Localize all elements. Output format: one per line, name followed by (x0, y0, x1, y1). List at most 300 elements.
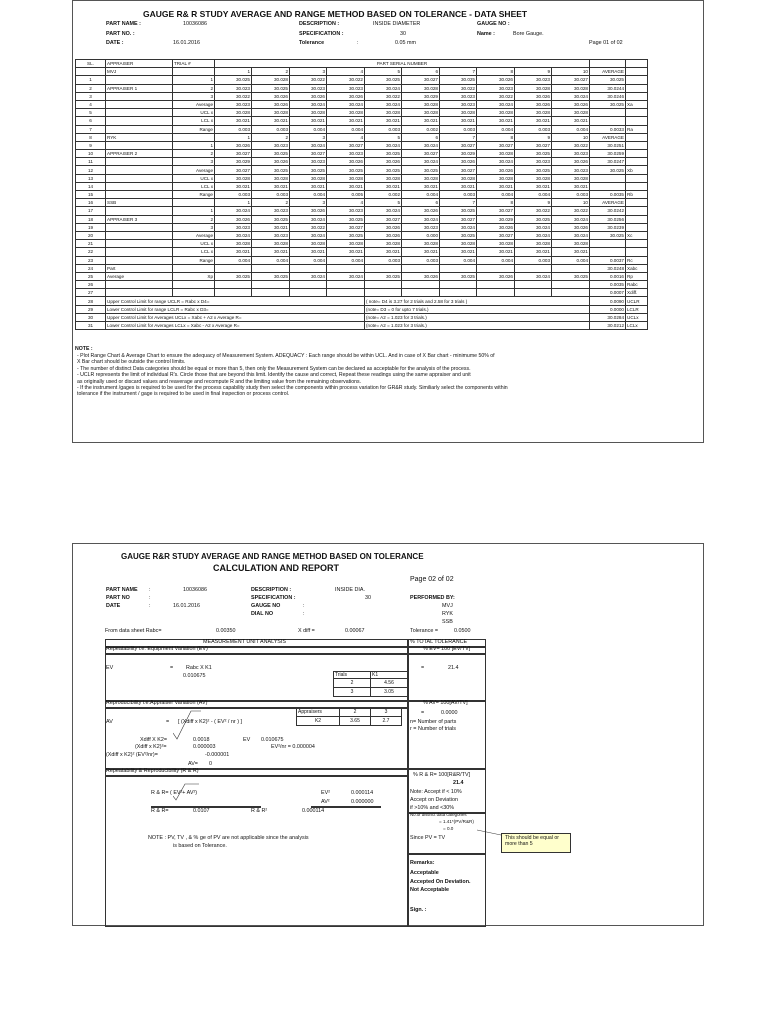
ev-eq: = (170, 665, 174, 671)
cell-p8: 30.023 (477, 84, 515, 92)
cell-p5: 5 (365, 133, 402, 141)
cell-p5: 30.027 (365, 215, 402, 223)
note-line: - Plot Range Chart & Average Chart to ensure the adequacy of Measurement System. ADEQUACY : Each range should be within UCL. And in case of X Bar chart - minimume 50% of (77, 353, 495, 359)
part-name-value: 10036086 (183, 21, 207, 27)
cell-average: 0.0037 (590, 256, 626, 264)
cell-p8: 30.021 (477, 182, 515, 190)
cell-p10: 30.027 (552, 76, 590, 84)
table-row (76, 256, 648, 264)
cell-p7: 30.025 (440, 207, 477, 215)
cell-p4: 30.025 (327, 215, 365, 223)
table-row (76, 166, 648, 174)
description-value: INSIDE DIAMETER (373, 21, 421, 27)
cell-p8: 30.026 (477, 272, 515, 280)
tolerance-value: 0.05 mm (395, 40, 416, 46)
cell-p4: 0.004 (327, 256, 365, 264)
remark-not-acceptable: Not Acceptable (410, 887, 450, 893)
cell-p4: 30.028 (327, 109, 365, 117)
cell-sl: 17 (76, 207, 106, 215)
k1-table (333, 671, 408, 697)
cell-p9: 30.024 (515, 272, 552, 280)
cell-p1: 0.003 (215, 191, 252, 199)
cell-p1: 30.026 (215, 215, 252, 223)
cell-p4: 30.023 (327, 207, 365, 215)
cell-appraiser (106, 125, 173, 133)
cell-trial: 2 (173, 150, 215, 158)
cell-sl: 27 (76, 289, 106, 297)
performer-1: MVJ (442, 603, 453, 609)
cell-p10: 0.004 (552, 125, 590, 133)
cell-p4: 30.022 (327, 76, 365, 84)
cell-average: 30.025 (590, 166, 626, 174)
cell-p10: 30.026 (552, 223, 590, 231)
xdiff-k2-label: Xdiff X K2= (140, 737, 168, 743)
limit-value: 30.0284 (590, 313, 626, 321)
cell-p4: 30.028 (327, 174, 365, 182)
cell-trial: UCL x (173, 174, 215, 182)
cell-code (626, 207, 648, 215)
cell-p5: 30.025 (365, 150, 402, 158)
pv-note-2: is based on Tolerance. (173, 843, 227, 849)
cell-p8: 30.026 (477, 166, 515, 174)
cell-appraiser (106, 289, 173, 297)
cell-code (626, 215, 648, 223)
table-row (76, 100, 648, 108)
cell-sl: 18 (76, 215, 106, 223)
description-label: DESCRIPTION : (299, 21, 340, 27)
cell-p5: 30.028 (365, 109, 402, 117)
cell-code (626, 199, 648, 207)
cell-p10 (552, 281, 590, 289)
cell-p2: 0.003 (252, 125, 290, 133)
cell-code (626, 84, 648, 92)
performer-2: RYK (442, 611, 453, 617)
cell-p2 (252, 289, 290, 297)
cell-p3: 30.024 (290, 215, 327, 223)
cell-p10: 30.021 (552, 117, 590, 125)
col-head-trial: TRIAL # (173, 60, 215, 68)
cell-p7: 30.022 (440, 84, 477, 92)
cell-p6: 30.023 (402, 223, 440, 231)
ev2-value: 0.000114 (351, 790, 374, 796)
cell-p1 (215, 289, 252, 297)
cell-appraiser: APPRAISER 1 (106, 84, 173, 92)
cell-p5: 30.026 (365, 158, 402, 166)
cell-appraiser (106, 281, 173, 289)
cell-trial: 2 (173, 215, 215, 223)
cell-sl: 16 (76, 199, 106, 207)
cell-code (626, 240, 648, 248)
cell-average: 30.0242 (590, 207, 626, 215)
cell-p8 (477, 281, 515, 289)
sign-label: Sign. : (410, 907, 427, 913)
cell-p6: 30.028 (402, 84, 440, 92)
cell-p3: 3 (290, 133, 327, 141)
colon: : (303, 611, 305, 617)
cell-appraiser: SSB (106, 199, 173, 207)
cell-p1: 30.021 (215, 117, 252, 125)
cell-trial: 3 (173, 158, 215, 166)
rr-formula: R & R= ( EV²+ AV²) (151, 790, 198, 796)
cell-p1: 30.028 (215, 109, 252, 117)
cell-code: Rp (626, 272, 648, 280)
limit-code: LCLx (626, 322, 648, 330)
cell-p2: 2 (252, 68, 290, 76)
table-row (76, 182, 648, 190)
limit-row (76, 322, 648, 330)
cell-p3: 0.004 (290, 125, 327, 133)
cell-p2: 30.025 (252, 84, 290, 92)
ndc-label: No.of distinct data categories (410, 812, 467, 817)
cell-p6: 30.024 (402, 141, 440, 149)
cell-code (626, 150, 648, 158)
table-row (76, 264, 648, 272)
limit-code: UCLR (626, 297, 648, 305)
ndc-callout: This should be equal or more than 5 (501, 833, 571, 853)
cell-average: 30.0248 (590, 264, 626, 272)
cell-p2: 30.026 (252, 100, 290, 108)
cell-p10: 30.021 (552, 182, 590, 190)
cell-appraiser: RYK (106, 133, 173, 141)
cell-code (626, 133, 648, 141)
tolerance-value-2: 0.0500 (454, 628, 471, 634)
radical-sign-icon (173, 782, 199, 806)
cell-p3: 30.021 (290, 248, 327, 256)
cell-code (626, 248, 648, 256)
since-pv-tv: Since PV = TV (410, 835, 446, 841)
cell-p10: 30.024 (552, 215, 590, 223)
cell-p9: 30.024 (515, 223, 552, 231)
report-subtitle: CALCULATION AND REPORT (213, 563, 339, 573)
ev-pct-formula: % EV= 100 [EV/TV] (423, 646, 471, 652)
cell-p3: 0.004 (290, 256, 327, 264)
cell-p9: 30.021 (515, 182, 552, 190)
cell-average: 0.0007 (590, 289, 626, 297)
cell-average: 30.025 (590, 76, 626, 84)
cell-sl: 31 (76, 322, 106, 330)
cell-p3: 30.026 (290, 92, 327, 100)
specification-value-2: 30 (365, 595, 371, 601)
col-head-part-serial: PART SERIAL NUMBER (215, 60, 590, 68)
cell-average: 30.025 (590, 100, 626, 108)
cell-appraiser (106, 182, 173, 190)
divider (408, 853, 486, 855)
colon: : (149, 595, 151, 601)
cell-average: 30.0256 (590, 215, 626, 223)
trials-2: 2 (334, 679, 371, 688)
cell-p7: 30.027 (440, 166, 477, 174)
cell-p7: 30.025 (440, 272, 477, 280)
cell-p9: 30.028 (515, 174, 552, 182)
cell-code: Xdiff. (626, 289, 648, 297)
accept-note-3: if >10% and <30% (410, 805, 455, 811)
cell-p6: 0.000 (402, 231, 440, 239)
cell-p6: 30.029 (402, 92, 440, 100)
cell-code: Rc (626, 256, 648, 264)
cell-p7: 30.021 (440, 182, 477, 190)
cell-p10: 10 (552, 133, 590, 141)
limit-note: (note= A2 = 1.023 for 3 trials.) (365, 322, 590, 330)
k2-value-2: 3.65 (340, 717, 371, 726)
data-sheet-table (75, 59, 648, 330)
cell-p1 (215, 264, 252, 272)
dial-no-label: DIAL NO (251, 611, 274, 617)
cell-p3 (290, 281, 327, 289)
cell-p2: 30.025 (252, 166, 290, 174)
cell-p9: 30.025 (515, 150, 552, 158)
cell-p10: 30.028 (552, 240, 590, 248)
cell-appraiser (106, 166, 173, 174)
cell-p9: 30.024 (515, 231, 552, 239)
cell-sl: 30 (76, 313, 106, 321)
cell-sl: 1 (76, 76, 106, 84)
cell-p8: 8 (477, 199, 515, 207)
cell-average: 0.0016 (590, 272, 626, 280)
cell-p4: 30.024 (327, 100, 365, 108)
limit-note: ( note= D4 is 3.27 for 2 trials and 2.58 for 3 trials ) (365, 297, 590, 305)
mua-heading: MEASUREMENT UNIT ANALYSIS (203, 639, 286, 645)
cell-p6: 0.002 (402, 125, 440, 133)
cell-trial (173, 133, 215, 141)
cell-trial: Range (173, 191, 215, 199)
ev-small-label: EV (243, 737, 251, 743)
cell-p3: 30.022 (290, 76, 327, 84)
cell-p3: 30.021 (290, 117, 327, 125)
cell-appraiser: APPRAISER 2 (106, 150, 173, 158)
limit-note: (note= D3 = 0 for upto 7 trials.) (365, 305, 590, 313)
cell-appraiser (106, 117, 173, 125)
note-line: - If the instrument /gages is required to be used for the process capability study then select the components within process variation for GR&R study. Similiarly select the components within (77, 385, 508, 392)
cell-p6: 30.021 (402, 117, 440, 125)
cell-trial (173, 199, 215, 207)
cell-p6: 30.026 (402, 272, 440, 280)
date-label-2: DATE (106, 603, 121, 609)
data-sheet-page (72, 0, 704, 443)
n-parts: n= Number of parts (410, 719, 457, 725)
cell-sl: 22 (76, 248, 106, 256)
cell-p7: 30.029 (440, 150, 477, 158)
cell-p9: 30.023 (515, 76, 552, 84)
cell-appraiser (106, 92, 173, 100)
cell-p6: 30.028 (402, 240, 440, 248)
xdiff-label: X diff = (298, 628, 315, 634)
limit-value: 30.0212 (590, 322, 626, 330)
cell-p10: 30.028 (552, 174, 590, 182)
cell-sl: 15 (76, 191, 106, 199)
table-row (76, 158, 648, 166)
cell-p4 (327, 264, 365, 272)
cell-p4 (327, 281, 365, 289)
cell-p6 (402, 264, 440, 272)
table-row (76, 240, 648, 248)
cell-p1: 30.021 (215, 182, 252, 190)
performer-3: SSB (442, 619, 453, 625)
cell-p9: 9 (515, 133, 552, 141)
cell-p7: 30.021 (440, 117, 477, 125)
cell-p3: 30.028 (290, 240, 327, 248)
cell-p8: 8 (477, 133, 515, 141)
cell-p4: 4 (327, 133, 365, 141)
table-row (76, 231, 648, 239)
cell-sl: 24 (76, 264, 106, 272)
cell-p10: 30.022 (552, 141, 590, 149)
part-no-label-2: PART NO (106, 595, 130, 601)
cell-p1: 30.026 (215, 141, 252, 149)
ev-pct-eq: = (421, 665, 425, 671)
repeatability-heading: Repeatability i.e. Equipment Variation (EV) (106, 646, 208, 652)
cell-p3: 3 (290, 68, 327, 76)
table-row (76, 150, 648, 158)
tolerance-colon: : (357, 40, 359, 46)
cell-average: AVERAGE (590, 133, 626, 141)
cell-p10: 30.026 (552, 158, 590, 166)
cell-p1: 30.023 (215, 100, 252, 108)
cell-p3: 30.023 (290, 84, 327, 92)
cell-p8: 30.028 (477, 150, 515, 158)
note-line: - The number of distinct Data categories should be equal or more than 5, then only the Measurement System can be declared as acceptable for the analysis of the process. (77, 365, 471, 372)
table-row (76, 223, 648, 231)
cell-average (590, 182, 626, 190)
name-label: Name : (477, 31, 495, 37)
cell-p9: 30.028 (515, 84, 552, 92)
cell-p3 (290, 289, 327, 297)
cell-p4: 30.026 (327, 92, 365, 100)
cell-trial: 1 (173, 76, 215, 84)
cell-p5: 30.026 (365, 231, 402, 239)
limit-value: 0.0090 (590, 297, 626, 305)
cell-p9: 30.026 (515, 100, 552, 108)
cell-p2: 30.023 (252, 141, 290, 149)
cell-p10: 30.021 (552, 248, 590, 256)
cell-code: Xc (626, 231, 648, 239)
cell-appraiser: Part (106, 264, 173, 272)
cell-p1: 30.024 (215, 207, 252, 215)
cell-p9 (515, 289, 552, 297)
cell-p1: 30.021 (215, 248, 252, 256)
cell-sl: 19 (76, 223, 106, 231)
remarks-label: Remarks: (410, 860, 435, 866)
cell-p2: 30.021 (252, 248, 290, 256)
limit-text: Lower Control Limit for range LCLR = Rabc x D3= (106, 305, 365, 313)
cell-sl: 2 (76, 84, 106, 92)
cell-p2: 30.021 (252, 223, 290, 231)
cell-average (590, 117, 626, 125)
specification-label-2: SPECIFICATION : (251, 595, 296, 601)
cell-p6 (402, 281, 440, 289)
cell-code: Xabc (626, 264, 648, 272)
cell-p9: 30.021 (515, 117, 552, 125)
remark-acceptable: Acceptable (410, 870, 439, 876)
cell-p5: 30.025 (365, 166, 402, 174)
cell-p10: 0.004 (552, 256, 590, 264)
cell-sl: 10 (76, 150, 106, 158)
specification-label: SPECIFICATION : (299, 31, 344, 37)
cell-p5: 5 (365, 199, 402, 207)
cell-sl: 6 (76, 117, 106, 125)
cell-p5: 30.026 (365, 223, 402, 231)
cell-code (626, 158, 648, 166)
cell-p3: 30.023 (290, 158, 327, 166)
cell-p8: 30.026 (477, 76, 515, 84)
cell-sl: 14 (76, 182, 106, 190)
cell-p4: 30.027 (327, 223, 365, 231)
trials-head: Trials (334, 672, 371, 679)
cell-p7 (440, 281, 477, 289)
av2-label: AV² (321, 799, 330, 805)
gauge-no-label-2: GAUGE NO (251, 603, 281, 609)
cell-average: AVERAGE (590, 199, 626, 207)
note-line: as originally used or discard values and reaverage and recompute R and the limiting value from the remaining observations. (77, 378, 362, 385)
xdiff-value: 0.00067 (345, 628, 365, 634)
gauge-no-label: GAUGE NO : (477, 21, 510, 27)
cell-trial: 3 (173, 92, 215, 100)
cell-p1: 30.028 (215, 240, 252, 248)
cell-appraiser (106, 158, 173, 166)
note-line: - UCLR represents the limit of individual R's. Circle those that are beyond this limit. Identify the cause and correct, Repeat these readings using the same appraiser and unit (77, 372, 471, 379)
cell-p1: 0.004 (215, 256, 252, 264)
cell-p5: 30.025 (365, 272, 402, 280)
cell-p2: 0.003 (252, 191, 290, 199)
cell-p5: 30.021 (365, 182, 402, 190)
cell-p7 (440, 264, 477, 272)
table-row (76, 76, 648, 84)
cell-p7: 30.023 (440, 100, 477, 108)
cell-trial: LCL x (173, 182, 215, 190)
cell-sl: 7 (76, 125, 106, 133)
cell-p7: 0.003 (440, 191, 477, 199)
cell-appraiser (106, 100, 173, 108)
cell-p3: 30.028 (290, 174, 327, 182)
cell-p2: 30.025 (252, 150, 290, 158)
limit-row (76, 297, 648, 305)
cell-p1: 30.023 (215, 84, 252, 92)
rr-value: 0.0107 (193, 808, 210, 814)
cell-p2: 30.021 (252, 182, 290, 190)
rr2-value: 0.000114 (302, 808, 325, 814)
cell-p4: 30.024 (327, 272, 365, 280)
cell-p3: 30.025 (290, 166, 327, 174)
cell-p9: 30.028 (515, 240, 552, 248)
cell-p4: 30.021 (327, 117, 365, 125)
cell-p4: 30.025 (327, 166, 365, 174)
cell-p4: 30.023 (327, 150, 365, 158)
av2-value: 0.000000 (351, 799, 374, 805)
cell-p1: 30.029 (215, 158, 252, 166)
av-eq-label: AV= (188, 761, 198, 767)
cell-p2: 30.021 (252, 117, 290, 125)
cell-p9: 30.028 (515, 109, 552, 117)
date-value-2: 16.01.2016 (173, 603, 200, 609)
cell-p5: 30.024 (365, 84, 402, 92)
cell-sl: 29 (76, 305, 106, 313)
ev-label: EV (106, 665, 114, 671)
cell-p10 (552, 264, 590, 272)
cell-p10: 30.022 (552, 207, 590, 215)
cell-appraiser (106, 223, 173, 231)
cell-p8: 30.029 (477, 215, 515, 223)
app-3: 3 (371, 708, 402, 717)
cell-p5: 0.002 (365, 191, 402, 199)
cell-p9: 30.025 (515, 166, 552, 174)
cell-p6: 6 (402, 133, 440, 141)
xdiff-k2-sq-label: (Xdiff x K2)²= (135, 744, 167, 750)
cell-p6: 30.024 (402, 215, 440, 223)
limit-note: (note= A2 = 1.023 for 3 trials.) (365, 313, 590, 321)
cell-p1 (215, 281, 252, 289)
cell-sl: 28 (76, 297, 106, 305)
ndc-formula: = 1.41*(PV/R&R) (439, 819, 474, 824)
cell-p9: 0.003 (515, 256, 552, 264)
